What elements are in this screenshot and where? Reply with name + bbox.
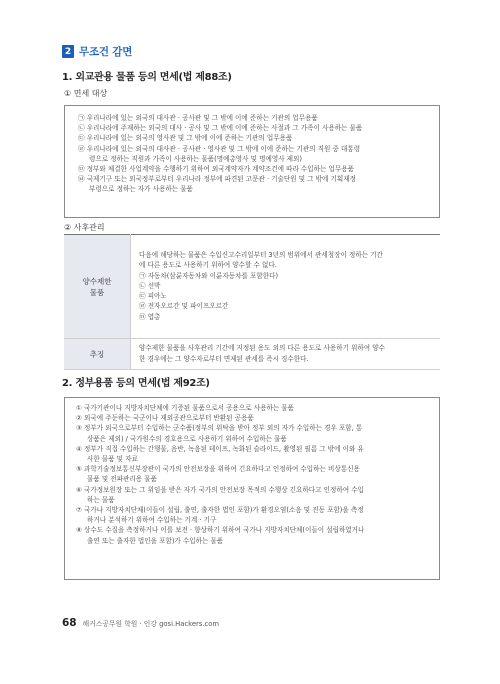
table-content-cell [131, 235, 441, 339]
list-item: ⑤ 과학기술정보통신부장관이 국가의 안전보장을 위하여 긴요하다고 인정하여 수입하는 비상통신용 [76, 465, 360, 474]
list-item: ㉥ 국제기구 또는 외국정부로부터 우리나라 정부에 파견된 고문관 · 기술단원 및 그 밖에 기획재정 [78, 175, 356, 184]
table-label-cell [64, 339, 131, 370]
table-content-cell [131, 339, 441, 370]
list-item-continued: 출연 또는 출자한 법인을 포함)가 수입하는 물품 [87, 536, 224, 545]
table-label: 양수제한 [82, 276, 112, 286]
list-item: ⑧ 상수도 수질을 측정하거나 이를 보전 · 향상하기 위하여 국가나 지방자치단체(이들이 설립하였거나 [76, 526, 365, 535]
table-row [64, 235, 440, 339]
list-item: ④ 정부가 직접 수입하는 간행물, 음반, 녹음된 테이프, 녹화된 슬라이드, 촬영된 필름 그 밖에 이와 유 [76, 444, 364, 453]
section-number-badge: 2 [62, 45, 74, 58]
post-management-table [64, 234, 440, 370]
exemption-target-box [64, 105, 440, 218]
list-item-continued: 하거나 분석하기 위하여 수입하는 기계 · 기구 [87, 516, 217, 525]
table-line: 다음에 해당하는 물품은 수입신고수리일부터 3년의 범위에서 관세청장이 정하는 기간 [139, 250, 383, 259]
table-label: 물품 [89, 287, 105, 297]
list-item-continued: 사한 물품 및 자료 [87, 455, 138, 464]
list-item-continued: 부령으로 정하는 자가 사용하는 물품 [89, 185, 193, 194]
table-line: 에 다른 용도로 사용하기 위하여 양수할 수 없다. [139, 261, 277, 270]
page-number: 68 [62, 617, 77, 629]
page-footer [62, 617, 219, 629]
government-goods-box [64, 397, 440, 580]
table-line: ㉡ 선박 [139, 281, 161, 290]
list-item: ⑥ 국가정보원장 또는 그 위임을 받은 자가 국가의 안전보장 목적의 수행상 긴요하다고 인정하여 수입 [76, 485, 364, 494]
list-item: ㉤ 정부와 체결한 사업계약을 수행하기 위하여 외국계약자가 계약조건에 따라 수입하는 업무용품 [78, 165, 354, 174]
table-line: ㉣ 전자오르간 및 파이프오르간 [139, 302, 229, 311]
list-item: ② 외국에 주둔하는 국군이나 재외공관으로부터 반환된 공용품 [76, 414, 254, 423]
table-line: 한 경우에는 그 양수자로부터 면제된 관세를 즉시 징수한다. [139, 354, 309, 363]
part2-title: 2. 정부용품 등의 면세(법 제92조) [62, 378, 210, 389]
part1-title: 1. 외교관용 물품 등의 면세(법 제88조) [62, 72, 232, 83]
list-item-continued: 물품 및 전파관리용 물품 [87, 475, 157, 484]
list-item: ㉣ 우리나라에 있는 외국의 대사관 · 공사관 · 영사관 및 그 밖에 이에 준하는 기관의 직원 중 대통령 [78, 144, 361, 153]
table-label-cell [64, 235, 131, 339]
list-item: ⑦ 국가나 지방자치단체(이들이 설립, 출연, 출자한 법인 포함)가 환경오염(소음 및 진동 포함)을 측정 [76, 506, 364, 515]
list-item-continued: 령으로 정하는 직원과 가족이 사용하는 물품(명예총영사 및 명예영사 제외) [89, 154, 302, 163]
table-line: ㉠ 자동차(삼륜자동차와 이륜자동차를 포함한다) [139, 271, 279, 280]
list-item: ① 국가기관이나 지방자치단체에 기증된 물품으로서 공용으로 사용하는 물품 [76, 404, 295, 412]
table-row [64, 339, 440, 370]
table-line: ㉤ 엽총 [139, 312, 161, 321]
section-title-text: 무조건 감면 [79, 46, 133, 58]
table-line: 양수제한 물품을 사후관리 기간에 지정된 용도 외의 다른 용도로 사용하기 위하여 양수 [139, 344, 385, 353]
footer-text: 해커스공무원 학원 · 인강 gosi.Hackers.com [82, 620, 220, 628]
list-item-continued: 하는 물품 [87, 495, 115, 504]
section-title [62, 44, 132, 59]
exemption-target-heading: ① 면세 대상 [64, 89, 108, 98]
list-item-continued: 상품은 제외) / 국가원수의 경호용으로 사용하기 위하여 수입하는 물품 [87, 434, 287, 443]
table-label: 추징 [89, 349, 105, 359]
post-management-heading: ② 사후관리 [64, 223, 105, 232]
table-line: ㉢ 피아노 [139, 292, 167, 301]
list-item: ㉡ 우리나라에 주재하는 외국의 대사 · 공사 및 그 밖에 이에 준하는 사절과 그 가족이 사용하는 물품 [78, 124, 363, 133]
list-item: ③ 정부가 외국으로부터 수입하는 군수품(정부의 위탁을 받아 정부 외의 자가 수입하는 경우 포함, 통 [76, 424, 363, 433]
list-item: ㉠ 우리나라에 있는 외국의 대사관 · 공사관 및 그 밖에 이에 준하는 기관의 업무용품 [78, 114, 318, 122]
list-item: ㉢ 우리나라에 있는 외국의 영사관 및 그 밖에 이에 준하는 기관의 업무용품 [78, 134, 293, 143]
